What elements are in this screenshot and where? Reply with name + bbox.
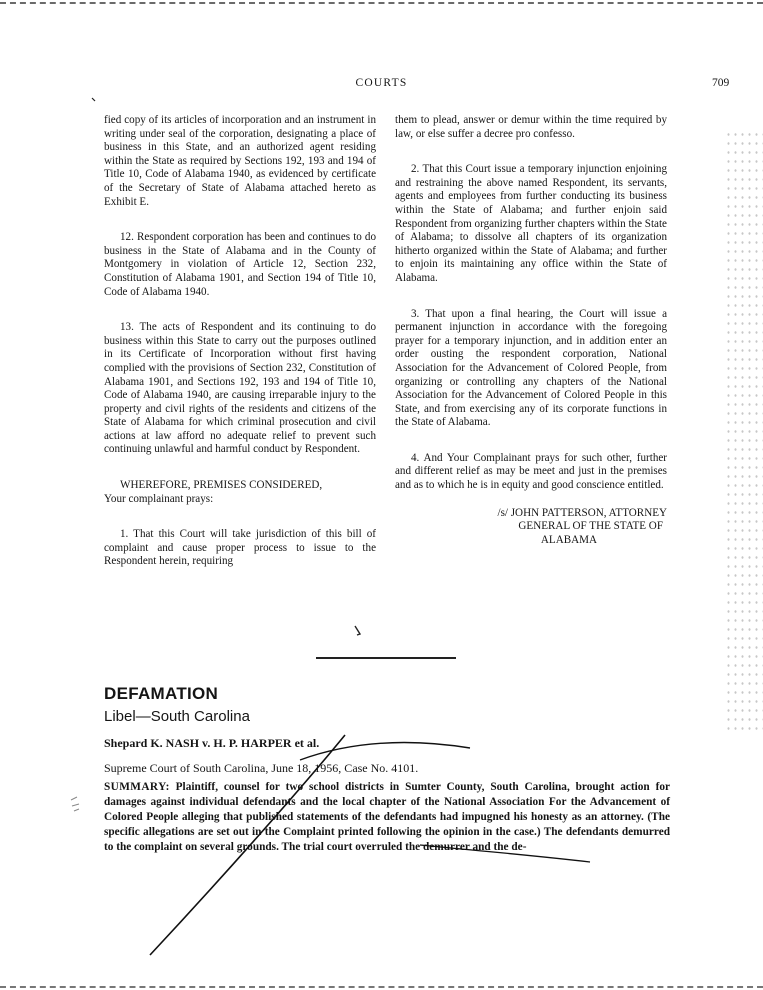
prays-line: Your complainant prays: (104, 492, 214, 505)
section-title: DEFAMATION (104, 684, 219, 703)
running-head: COURTS (355, 77, 408, 89)
left-paragraph-1: fied copy of its articles of incorporation and an instrument in writing under seal of the corporation, designating a place of business in this State, and an authorized agent residing within the State as required by Sections 192, 193 and 194 of Title 10, Code of Alabama 1940, as evidenced by certificate of the Secretary of State of Alabama attached hereto as Exhibit E. (104, 114, 376, 208)
right-paragraph-3: 3. That upon a final hearing, the Court will issue a permanent injunction in accordance with the foregoing prayer for a temporary injunction, and in addition enter an order ousting the respondent corporation, National Association for the Advancement of Colored People, from organizing or controlling any chapters of the National Association for the Advancement of Colored People in this State, and from exercising any of its corporate functions in the State of Alabama. (395, 307, 667, 429)
section-subtitle: Libel—South Carolina (104, 708, 250, 725)
summary-text: Plaintiff, counsel for two school districts in Sumter County, South Carolina, brought action for damages against individual defendants and the local chapter of the National Association For the Advancement of Colored People alleging that published statements of the defendants had impugned his honesty as an attorney. (The specific allegations are set out in the Complaint printed following the opinion in the case.) The defendants demurred to the complaint on several grounds. The trial court overruled the demurrer and the de- (104, 781, 670, 853)
corner-mark (92, 98, 95, 101)
right-paragraph-4: 4. And Your Complainant prays for such other, further and different relief as may be meet and just in the premises and as to which he is in equity and good conscience entitled. (395, 451, 667, 492)
signature-line-2: GENERAL OF THE STATE OF (518, 520, 663, 533)
pen-stroke-right (420, 845, 590, 862)
right-paragraph-2: 2. That this Court issue a temporary injunction enjoining and restraining the above named Respondent, its servants, agents and employees from further conducting its business within the State of Alabama; and further enjoin said Respondent from organizing further chapters within the State of Alabama; to dissolve all chapters of its organization hitherto organized within the State of Alabama; and further to enjoin its maintaining any office within the State of Alabama. (395, 163, 667, 284)
page-number: 709 (712, 77, 730, 89)
case-parties: Shepard K. NASH v. H. P. HARPER et al. (104, 736, 320, 750)
pen-stroke-diagonal (150, 735, 345, 955)
signature-line-3: ALABAMA (540, 533, 597, 546)
stray-mark (355, 626, 360, 635)
scan-bottom-edge (0, 986, 763, 988)
signature-line-1: /s/ JOHN PATTERSON, ATTORNEY (497, 506, 667, 519)
left-paragraph-13: 13. The acts of Respondent and its continuing to do business within this State to carry out the purposes outlined in its Certificate of Incorporation without first having complied with the provisions of Section 232, Constitution of Alabama 1901, and Sections 192, 193 and 194 of Title 10, Code of Alabama 1940, are causing irreparable injury to the property and civil rights of the residents and citizens of the State of Alabama for which criminal prosecution and civil actions at law afford no adequate relief to prevent such continuing unlawful and harmful conduct by Respondent. (104, 321, 376, 456)
case-court: Supreme Court of South Carolina, June 18, 1956, Case No. 4101. (104, 761, 419, 775)
left-paragraph-12: 12. Respondent corporation has been and continues to do business in the State of Alabama and in the County of Montgomery in violation of Article 12, Section 232, Constitution of Alabama 1901, and Section 194 of Title 10, Code of Alabama 1940. (104, 231, 376, 298)
right-paragraph-1: them to plead, answer or demur within the time required by law, or else suffer a decree pro confesso. (395, 114, 667, 140)
left-paragraph-prayer-1: 1. That this Court will take jurisdiction of this bill of complaint and cause proper process to issue to the Respondent herein, requiring (104, 528, 376, 568)
wherefore-line: WHEREFORE, PREMISES CONSIDERED, (120, 479, 323, 492)
margin-smudge (71, 797, 79, 811)
summary-label: SUMMARY: (104, 781, 170, 793)
